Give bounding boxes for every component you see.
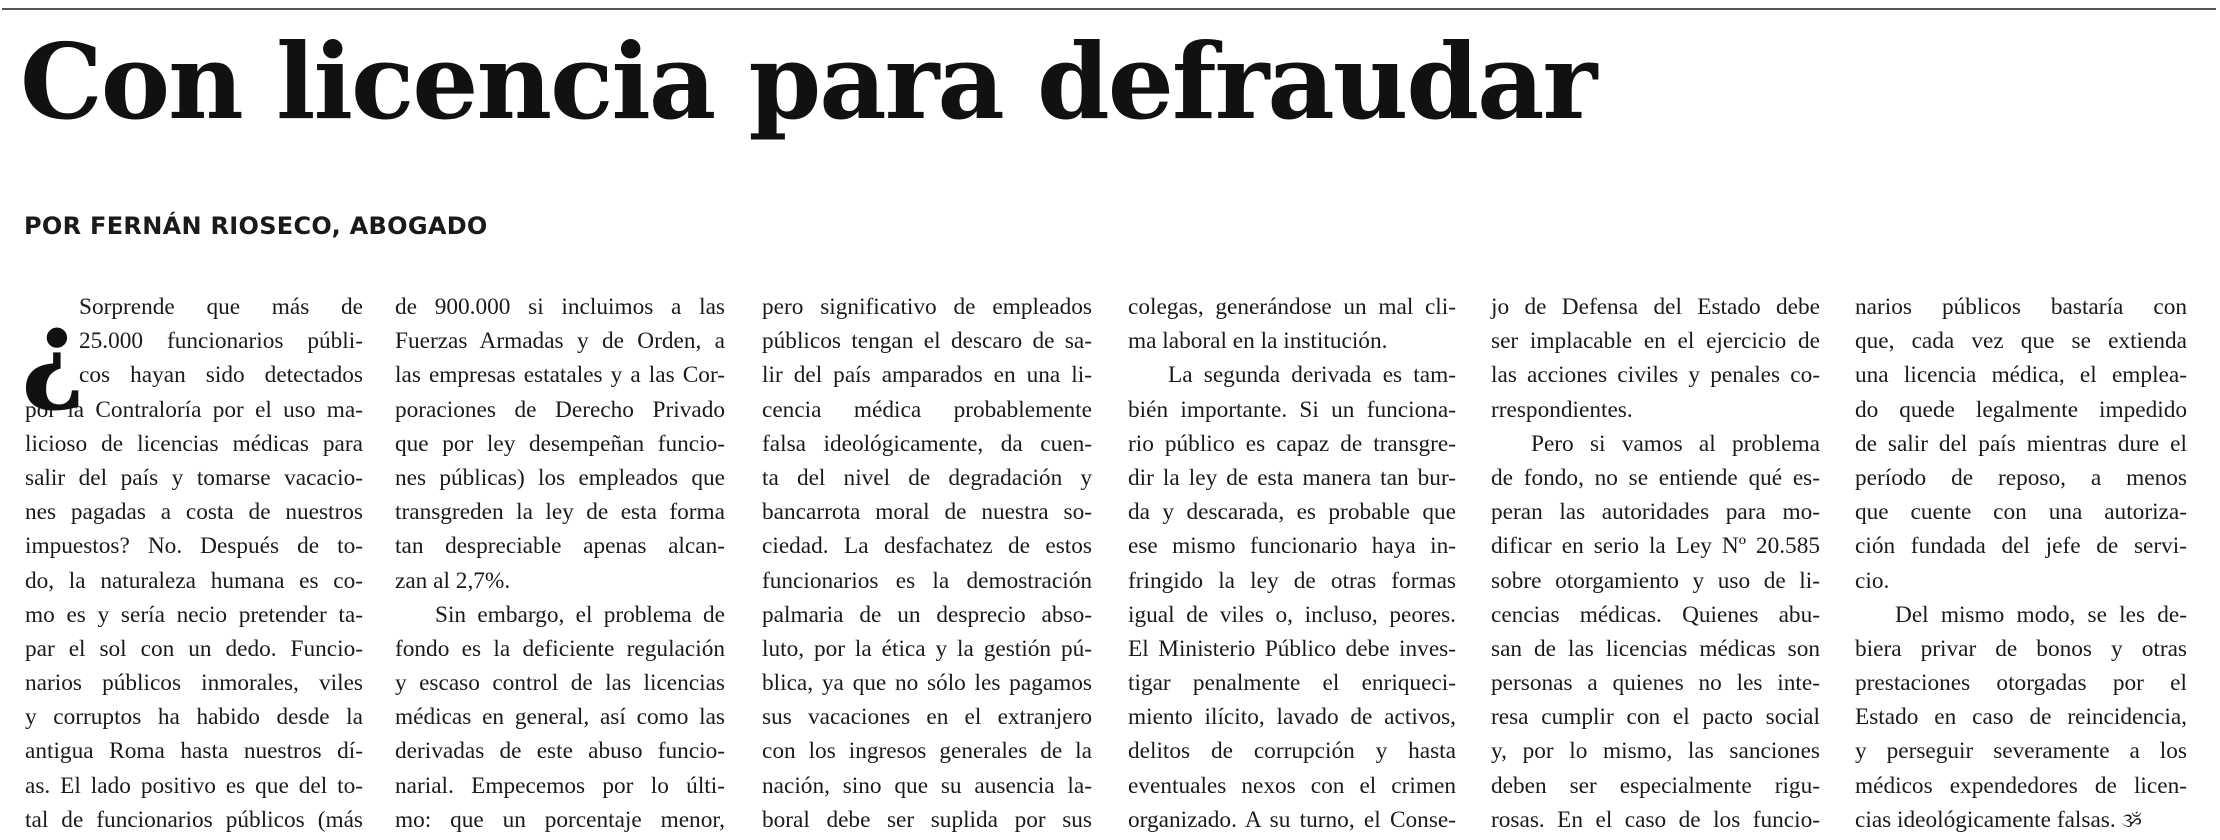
article-column-5	[1491, 290, 1820, 837]
text-line: do, la naturaleza humana es co-	[25, 567, 363, 594]
article-column-2	[395, 290, 725, 837]
text-line: una licencia médica, el emplea-	[1855, 362, 2187, 389]
text-line: bién importante. Si un funciona-	[1128, 396, 1456, 423]
text-line: cias ideológicamente falsas.	[1855, 806, 2116, 833]
text-line: narios públicos bastaría con	[1855, 294, 2187, 320]
article-column-4	[1128, 290, 1456, 837]
top-rule	[2, 8, 2216, 10]
text-line: médicos expendedores de licen-	[1855, 772, 2187, 799]
text-line: peran las autoridades para mo-	[1491, 499, 1820, 526]
text-line: que, cada vez que se extienda	[1855, 328, 2187, 355]
article-column-1	[21, 286, 363, 837]
text-line: salir del país y tomarse vacacio-	[25, 464, 363, 491]
text-line: ta del nivel de degradación y	[762, 464, 1092, 491]
text-line: Sin embargo, el problema de	[435, 601, 725, 628]
text-line: miento ilícito, lavado de activos,	[1128, 704, 1456, 731]
text-line: ser implacable en el ejercicio de	[1491, 328, 1820, 355]
text-line: fondo es la deficiente regulación	[395, 635, 725, 662]
text-line: tal de funcionarios públicos (más	[25, 806, 363, 833]
text-line: antigua Roma hasta nuestros dí-	[25, 738, 363, 765]
text-line: 25.000 funcionarios públi-	[79, 328, 363, 355]
text-line: El Ministerio Público debe inves-	[1128, 635, 1456, 662]
text-line: licioso de licencias médicas para	[25, 430, 363, 457]
text-line: y corruptos ha habido desde la	[25, 704, 363, 731]
text-line: sus vacaciones en el extranjero	[762, 704, 1092, 731]
text-line: tigar penalmente el enriqueci-	[1128, 670, 1456, 697]
text-line: por la Contraloría por el uso ma-	[25, 396, 363, 423]
text-line: as. El lado positivo es que del to-	[25, 772, 363, 799]
text-line: san de las licencias médicas son	[1491, 635, 1820, 662]
text-line: La segunda derivada es tam-	[1168, 362, 1456, 389]
text-line: narios públicos inmorales, viles	[25, 670, 363, 697]
text-line: sobre otorgamiento y uso de li-	[1491, 567, 1820, 594]
text-line: mo es y sería necio pretender ta-	[25, 601, 363, 628]
text-line: rosas. En el caso de los funcio-	[1491, 806, 1820, 833]
text-line: lir del país amparados en una li-	[762, 362, 1092, 389]
text-line: Del mismo modo, se les de-	[1895, 601, 2187, 628]
text-line: de fondo, no se entiende qué es-	[1491, 464, 1820, 491]
text-line: biera privar de bonos y otras	[1855, 635, 2187, 662]
article-column-6	[1855, 290, 2187, 837]
text-line: personas a quienes no les inte-	[1491, 670, 1820, 697]
text-line: transgreden la ley de esta forma	[395, 499, 725, 526]
text-line: narial. Empecemos por lo últi-	[395, 772, 725, 799]
text-line: dificar en serio la Ley Nº 20.585	[1491, 533, 1820, 560]
text-line: igual de viles o, incluso, peores.	[1128, 601, 1456, 628]
text-line: Sorprende que más de	[79, 294, 363, 320]
text-line: par el sol con un dedo. Funcio-	[25, 635, 363, 662]
text-line: ciedad. La desfachatez de estos	[762, 533, 1092, 560]
text-line: las acciones civiles y penales co-	[1491, 362, 1820, 389]
text-line: Pero si vamos al problema	[1531, 430, 1820, 457]
text-line: ción fundada del jefe de servi-	[1855, 533, 2187, 560]
text-line: cos hayan sido detectados	[79, 362, 363, 389]
text-line: período de reposo, a menos	[1855, 464, 2187, 491]
article-column-3	[762, 290, 1092, 837]
text-line: de 900.000 si incluimos a las	[395, 294, 725, 320]
text-line: las empresas estatales y a las Cor-	[395, 362, 725, 389]
text-line: falsa ideológicamente, da cuen-	[762, 430, 1092, 457]
text-line: de salir del país mientras dure el	[1855, 430, 2187, 457]
text-line: y escaso control de las licencias	[395, 670, 725, 697]
text-line: públicos tengan el descaro de sa-	[762, 328, 1092, 355]
text-line: nes pagadas a costa de nuestros	[25, 499, 363, 526]
text-line-last	[1855, 803, 2187, 837]
text-line: funcionarios es la demostración	[762, 567, 1092, 594]
text-line: jo de Defensa del Estado debe	[1491, 294, 1820, 320]
text-line: luto, por la ética y la gestión pú-	[762, 635, 1092, 662]
text-line: blica, ya que no sólo les pagamos	[762, 670, 1092, 697]
text-line: rio público es capaz de transgre-	[1128, 430, 1456, 457]
text-line: que cuente con una autoriza-	[1855, 499, 2187, 526]
headline: Con licencia para defraudar	[20, 20, 1596, 143]
text-line: bancarrota moral de nuestra so-	[762, 499, 1092, 526]
end-mark-icon: ૐ	[2121, 809, 2143, 832]
text-line: impuestos? No. Después de to-	[25, 533, 363, 560]
text-line: nes públicas) los empleados que	[395, 464, 725, 491]
text-line: ma laboral en la institución.	[1128, 328, 1388, 355]
text-line: con los ingresos generales de la	[762, 738, 1092, 765]
text-line: palmaria de un desprecio abso-	[762, 601, 1092, 628]
text-line: pero significativo de empleados	[762, 294, 1092, 320]
text-line: deben ser especialmente rigu-	[1491, 772, 1820, 799]
text-line: do quede legalmente impedido	[1855, 396, 2187, 423]
text-line: tan despreciable apenas alcan-	[395, 533, 725, 560]
text-line: colegas, generándose un mal cli-	[1128, 294, 1456, 320]
text-line: ese mismo funcionario haya in-	[1128, 533, 1456, 560]
text-line: que por ley desempeñan funcio-	[395, 430, 725, 457]
text-line: y perseguir severamente a los	[1855, 738, 2187, 765]
text-line: dir la ley de esta manera tan bur-	[1128, 464, 1456, 491]
text-line: prestaciones otorgadas por el	[1855, 670, 2187, 697]
text-line: boral debe ser suplida por sus	[762, 806, 1092, 833]
text-line: rrespondientes.	[1491, 396, 1633, 423]
text-line: zan al 2,7%.	[395, 567, 511, 594]
text-line: cencia médica probablemente	[762, 396, 1092, 423]
text-line: y, por lo mismo, las sanciones	[1491, 738, 1820, 765]
text-line: Estado en caso de reincidencia,	[1855, 704, 2187, 731]
text-line: eventuales nexos con el crimen	[1128, 772, 1456, 799]
text-line: mo: que un porcentaje menor,	[395, 806, 725, 833]
text-line: derivadas de este abuso funcio-	[395, 738, 725, 765]
text-line: da y descarada, es probable que	[1128, 499, 1456, 526]
text-line: fringido la ley de otras formas	[1128, 567, 1456, 594]
text-line: cio.	[1855, 567, 1890, 594]
text-line: Fuerzas Armadas y de Orden, a	[395, 328, 725, 355]
text-line: nación, sino que su ausencia la-	[762, 772, 1092, 799]
text-line: cencias médicas. Quienes abu-	[1491, 601, 1820, 628]
text-line: organizado. A su turno, el Conse-	[1128, 806, 1456, 833]
text-line: delitos de corrupción y hasta	[1128, 738, 1456, 765]
text-line: médicas en general, así como las	[395, 704, 725, 731]
text-line: poraciones de Derecho Privado	[395, 396, 725, 423]
text-line: resa cumplir con el pacto social	[1491, 704, 1820, 731]
drop-cap: ¿	[21, 286, 86, 415]
byline: POR FERNÁN RIOSECO, ABOGADO	[24, 212, 488, 240]
